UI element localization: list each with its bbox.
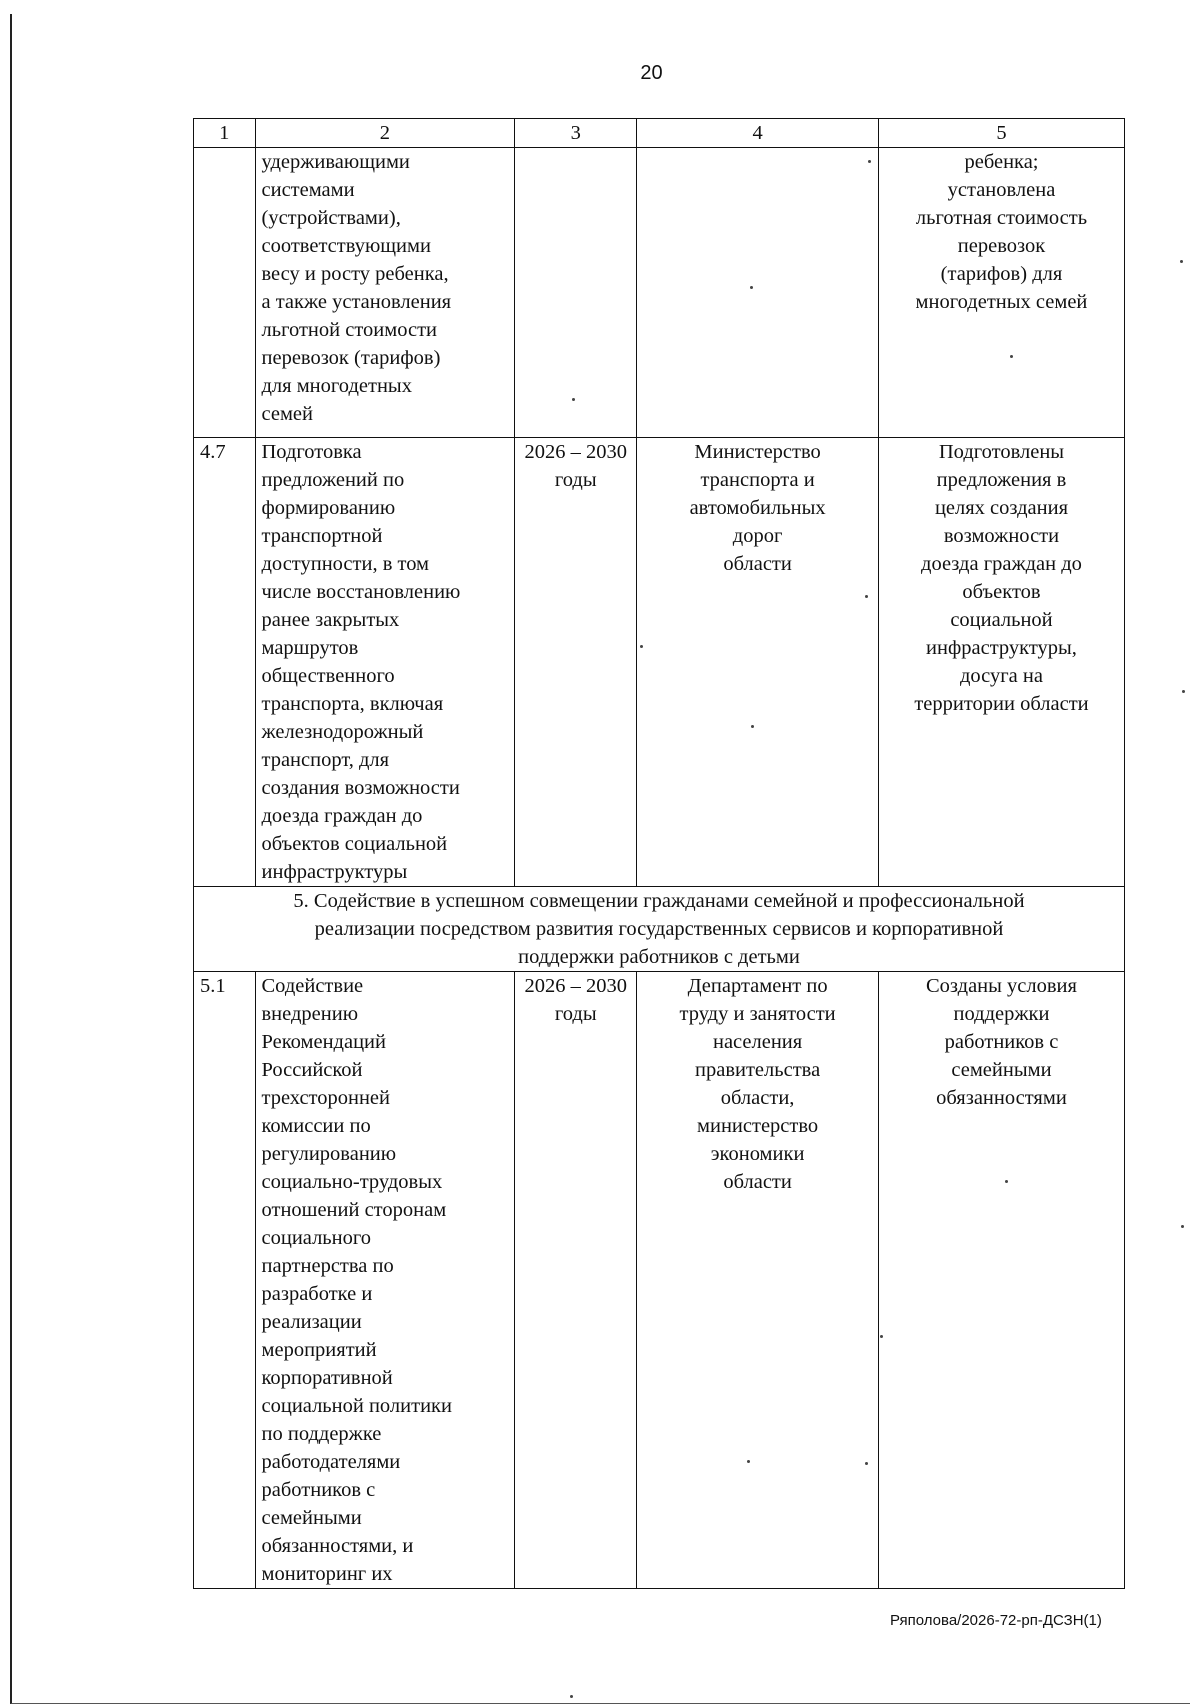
text-line: Созданы условия [926,975,1077,997]
text-line: Рекомендаций [261,1031,386,1053]
text-line: целях создания [934,497,1069,519]
measure-cell [255,438,515,887]
text-line: железнодорожный [261,721,424,743]
scan-speck [570,1695,573,1698]
text-line: реализации посредством развития государственных сервисов и корпоративной [314,918,1004,940]
scan-speck [1010,355,1013,358]
text-line: транспорта и [700,469,815,491]
text-line: области, [720,1087,795,1109]
text-line: поддержки работников с детьми [518,946,800,968]
scan-speck [1181,1225,1184,1228]
text-line: перевозок (тарифов) [261,347,441,369]
text-line: разработке и [261,1283,373,1305]
text-line: системами [261,179,355,201]
table-header-row [194,119,1125,148]
text-line: корпоративной [261,1367,393,1389]
text-line: социального [261,1227,372,1249]
text-line: комиссии по [261,1115,371,1137]
text-line: населения [712,1031,803,1053]
text-line: Министерство [694,441,821,463]
result-cell [878,438,1124,887]
scan-speck [751,725,754,728]
text-line: годы [554,1003,597,1025]
text-line: объектов [962,581,1041,603]
text-line: социально-трудовых [261,1171,443,1193]
text-line: для многодетных [261,375,412,397]
text-line: удерживающими [261,151,410,173]
text-line: Содействие [261,975,364,997]
text-line: создания возможности [261,777,460,799]
text-line: трехсторонней [261,1087,390,1109]
text-line: экономики [710,1143,805,1165]
table-row [194,972,1125,1589]
text-line: многодетных семей [915,291,1088,313]
text-line: доезда граждан до [261,805,423,827]
text-line: социальной [950,609,1053,631]
text-line: числе восстановлению [261,581,461,603]
text-line: Российской [261,1059,363,1081]
text-line: министерство [697,1115,819,1137]
text-line: реализации [261,1311,362,1333]
text-line: весу и росту ребенка, [261,263,449,285]
scan-speck [865,1462,868,1465]
text-line: транспортной [261,525,383,547]
text-line: возможности [943,525,1060,547]
plan-table [193,118,1125,1589]
text-line: семей [261,403,313,425]
scan-speck [572,398,575,401]
text-line: семейными [951,1059,1052,1081]
text-line: правительства [695,1059,821,1081]
row-number [194,148,256,438]
text-line: партнерства по [261,1255,394,1277]
responsible-cell [637,438,879,887]
text-line: инфраструктуры, [926,637,1077,659]
column-number-3: 3 [515,119,637,148]
row-number: 4.7 [194,438,256,887]
text-line: предложений по [261,469,405,491]
text-line: обязанностями [936,1087,1067,1109]
text-line: инфраструктуры [261,861,408,883]
page-number: 20 [640,62,663,84]
result-cell [878,148,1124,438]
text-line: труду и занятости [679,1003,836,1025]
text-line: ребенка; [964,151,1039,173]
text-line: льготной стоимости [261,319,438,341]
responsible-cell [637,148,879,438]
text-line: по поддержке [261,1423,382,1445]
text-line: 2026 – 2030 [524,441,627,463]
scan-speck [747,1460,750,1463]
text-line: досуга на [959,665,1043,687]
result-cell [878,972,1124,1589]
text-line: 5. Содействие в успешном совмещении гражданами семейной и профессиональной [293,890,1025,912]
text-line: льготная стоимость [915,207,1088,229]
text-line: дорог [732,525,783,547]
text-line: годы [554,469,597,491]
text-line: доезда граждан до [921,553,1082,575]
text-line: области [723,553,792,575]
row-number: 5.1 [194,972,256,1589]
scan-speck [1005,1180,1008,1183]
text-line: доступности, в том [261,553,430,575]
document-code: Ряполова/2026-72-рп-ДСЗН(1) [890,1612,1102,1629]
text-line: работников с [944,1031,1059,1053]
text-line: (тарифов) для [940,263,1063,285]
column-number-2: 2 [255,119,515,148]
text-line: ранее закрытых [261,609,400,631]
text-line: работодателями [261,1451,401,1473]
text-line: поддержки [953,1003,1050,1025]
text-line: транспорт, для [261,749,390,771]
section-heading [194,887,1125,972]
table-row [194,438,1125,887]
text-line: предложения в [936,469,1067,491]
text-line: регулированию [261,1143,397,1165]
years-cell [515,972,637,1589]
measure-cell [255,148,515,438]
scan-speck [880,1335,883,1338]
text-line: внедрению [261,1003,359,1025]
text-line: Департамент по [687,975,828,997]
text-line: (устройствами), [261,207,401,229]
text-line: формированию [261,497,396,519]
text-line: транспорта, включая [261,693,444,715]
scan-speck [640,645,643,648]
column-number-4: 4 [637,119,879,148]
text-line: перевозок [957,235,1046,257]
text-line: 2026 – 2030 [524,975,627,997]
scan-speck [750,286,753,289]
text-line: установлена [947,179,1056,201]
responsible-cell [637,972,879,1589]
text-line: общественного [261,665,395,687]
text-line: отношений сторонам [261,1199,447,1221]
column-number-5: 5 [878,119,1124,148]
text-line: семейными [261,1507,362,1529]
years-cell [515,148,637,438]
text-line: объектов социальной [261,833,448,855]
text-line: соответствующими [261,235,431,257]
text-line: области [723,1171,792,1193]
section-heading-row [194,887,1125,972]
text-line: мероприятий [261,1339,377,1361]
column-number-1: 1 [194,119,256,148]
scan-speck [1180,260,1183,263]
scan-speck [868,160,871,163]
years-cell [515,438,637,887]
measure-cell [255,972,515,1589]
text-line: обязанностями, и [261,1535,414,1557]
text-line: автомобильных [689,497,826,519]
scan-speck [1182,690,1185,693]
table-row [194,148,1125,438]
text-line: социальной политики [261,1395,452,1417]
text-line: Подготовка [261,441,362,463]
text-line: территории области [914,693,1089,715]
scan-speck [865,595,868,598]
text-line: Подготовлены [938,441,1065,463]
text-line: мониторинг их [261,1563,393,1585]
text-line: а также установления [261,291,452,313]
text-line: маршрутов [261,637,359,659]
text-line: работников с [261,1479,376,1501]
